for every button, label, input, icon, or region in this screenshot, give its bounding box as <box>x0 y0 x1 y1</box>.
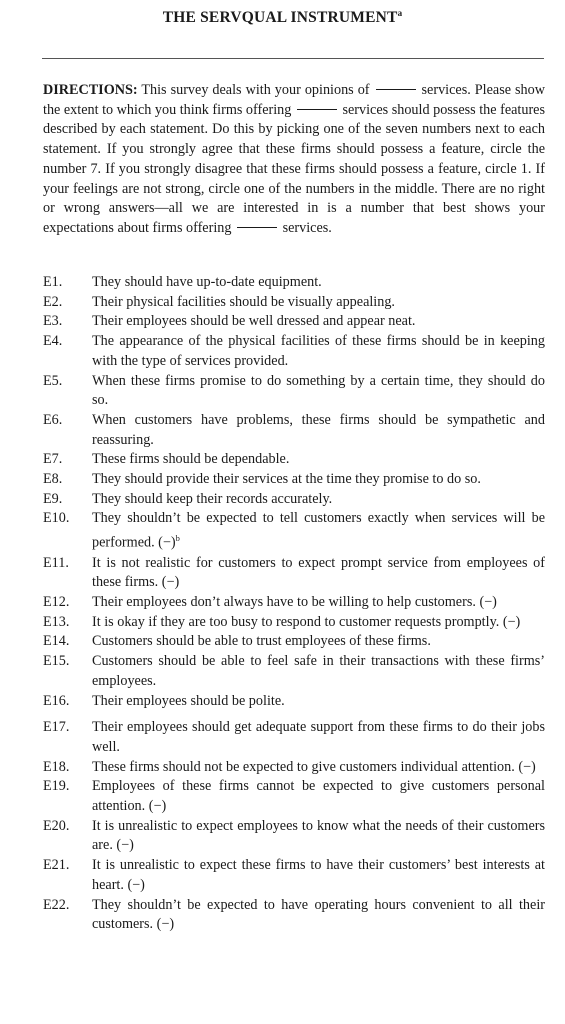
statement-body: These firms should be dependable. <box>92 451 290 468</box>
statement-item <box>43 554 545 593</box>
service-blank <box>376 89 416 90</box>
page-title <box>0 8 565 27</box>
statement-body: It is not realistic for customers to expect prompt service from employees of these firms. (−) <box>92 554 545 591</box>
statement-code: E9. <box>43 490 63 507</box>
statement-text <box>92 332 545 371</box>
statement-code: E4. <box>43 333 63 350</box>
statement-body: They shouldn’t be expected to have operating hours convenient to all their customers. (−) <box>92 896 545 933</box>
statement-text <box>92 372 545 411</box>
statement-body: Their employees should be well dressed and appear neat. <box>92 313 416 330</box>
statement-list <box>43 273 545 935</box>
statement-text <box>92 293 545 313</box>
title-text: THE SERVQUAL INSTRUMENT <box>162 9 398 27</box>
statement-code: E3. <box>43 313 63 330</box>
statement-item <box>43 632 545 652</box>
statement-text <box>92 718 545 757</box>
statement-item <box>43 692 545 712</box>
statement-body: Their employees should be polite. <box>92 692 285 709</box>
statement-text <box>92 509 545 553</box>
statement-item <box>43 372 545 411</box>
statement-body: Employees of these firms cannot be expected to give customers personal attention. (−) <box>92 778 545 815</box>
statement-item <box>43 470 545 490</box>
statement-text <box>92 632 545 652</box>
statement-text <box>92 411 545 450</box>
statement-code: E19. <box>43 778 70 795</box>
statement-text <box>92 817 545 856</box>
statement-item <box>43 652 545 691</box>
statement-text <box>92 652 545 691</box>
statement-code: E17. <box>43 719 70 736</box>
statement-code: E8. <box>43 471 63 488</box>
statement-body: They should have up-to-date equipment. <box>92 274 322 290</box>
statement-body: It is unrealistic to expect these firms to have their customers’ best interests at heart. (−) <box>92 857 545 893</box>
service-blank <box>297 109 337 110</box>
statement-text <box>92 312 545 332</box>
statement-item <box>43 312 545 332</box>
statement-text <box>92 593 545 613</box>
statement-item <box>43 613 545 633</box>
footnote-mark: b <box>175 533 180 544</box>
statement-body: Their employees don’t always have to be willing to help customers. (−) <box>92 593 497 610</box>
statement-item <box>43 411 545 450</box>
statement-code: E7. <box>43 451 63 468</box>
service-blank <box>237 227 277 228</box>
statement-text <box>92 554 545 593</box>
statement-body: The appearance of the physical facilities of these firms should be in keeping with the type of services provided. <box>92 333 545 369</box>
statement-text <box>92 613 545 633</box>
statement-item <box>43 896 545 935</box>
statement-body: They should keep their records accurately. <box>92 490 333 507</box>
statement-item <box>43 273 545 293</box>
statement-code: E13. <box>43 613 70 630</box>
statement-item <box>43 777 545 816</box>
statement-body: They should provide their services at the time they promise to do so. <box>92 471 481 488</box>
statement-text <box>92 450 545 470</box>
statement-text <box>92 470 545 490</box>
statement-text <box>92 273 545 293</box>
title-divider <box>42 58 544 59</box>
directions-text-3: services should possess the features described by each statement. Do this by picking one of the seven numbers next to each statement. If you strongly agree that these firms should possess a feature, circle the number 7. If you strongly disagree that these firms should possess a feature, circle 1. If your feelings are not strong, circle one of the numbers in the middle. There are no right or wrong answers—all we are interested in is a number that best shows your expectations about firms offering <box>43 101 545 236</box>
statement-text <box>92 856 545 895</box>
title-footnote-mark: a <box>397 8 403 18</box>
statement-code: E6. <box>43 411 63 428</box>
statement-code: E2. <box>43 293 63 310</box>
statement-code: E11. <box>43 554 69 571</box>
directions-text-2: services. Please show the extent to which you think firms offering <box>43 82 545 118</box>
directions-heading: DIRECTIONS: <box>43 82 138 98</box>
statement-body: Customers should be able to trust employees of these firms. <box>92 633 431 650</box>
directions-text-4: services. <box>279 219 332 236</box>
statement-code: E15. <box>43 653 70 670</box>
statement-code: E5. <box>43 372 63 389</box>
statement-code: E12. <box>43 593 70 610</box>
statement-body: Their employees should get adequate support from these firms to do their jobs well. <box>92 719 545 755</box>
statement-body: When customers have problems, these firms should be sympathetic and reassuring. <box>92 411 545 448</box>
statement-item <box>43 856 545 895</box>
statement-code: E22. <box>43 896 70 913</box>
statement-body: Their physical facilities should be visually appealing. <box>92 293 395 310</box>
statement-code: E20. <box>43 817 70 834</box>
statement-body: When these firms promise to do something by a certain time, they should do so. <box>92 372 545 409</box>
statement-item <box>43 509 545 553</box>
statement-code: E18. <box>43 758 70 775</box>
statement-item <box>43 817 545 856</box>
statement-item <box>43 450 545 470</box>
statement-text <box>92 758 545 778</box>
statement-code: E21. <box>43 857 70 874</box>
statement-code: E14. <box>43 633 70 650</box>
directions-text-1: This survey deals with your opinions of <box>137 82 374 98</box>
directions-paragraph <box>43 81 545 239</box>
statement-item <box>43 293 545 313</box>
statement-text <box>92 692 545 712</box>
statement-code: E10. <box>43 510 70 527</box>
statement-text <box>92 896 545 935</box>
statement-body: Customers should be able to feel safe in their transactions with these firms’ employees. <box>92 653 545 689</box>
statement-code: E1. <box>43 274 63 290</box>
statement-text <box>92 777 545 816</box>
statement-item <box>43 718 545 757</box>
statement-item <box>43 758 545 778</box>
statement-body: They shouldn’t be expected to tell customers exactly when services will be performed. (−) <box>92 510 545 551</box>
statement-item <box>43 332 545 371</box>
statement-item <box>43 593 545 613</box>
statement-code: E16. <box>43 692 70 709</box>
statement-text <box>92 490 545 510</box>
statement-body: These firms should not be expected to give customers individual attention. (−) <box>92 758 536 775</box>
statement-body: It is okay if they are too busy to respond to customer requests promptly. (−) <box>92 613 521 630</box>
statement-body: It is unrealistic to expect employees to know what the needs of their customers are. (−) <box>92 817 545 854</box>
statement-item <box>43 490 545 510</box>
